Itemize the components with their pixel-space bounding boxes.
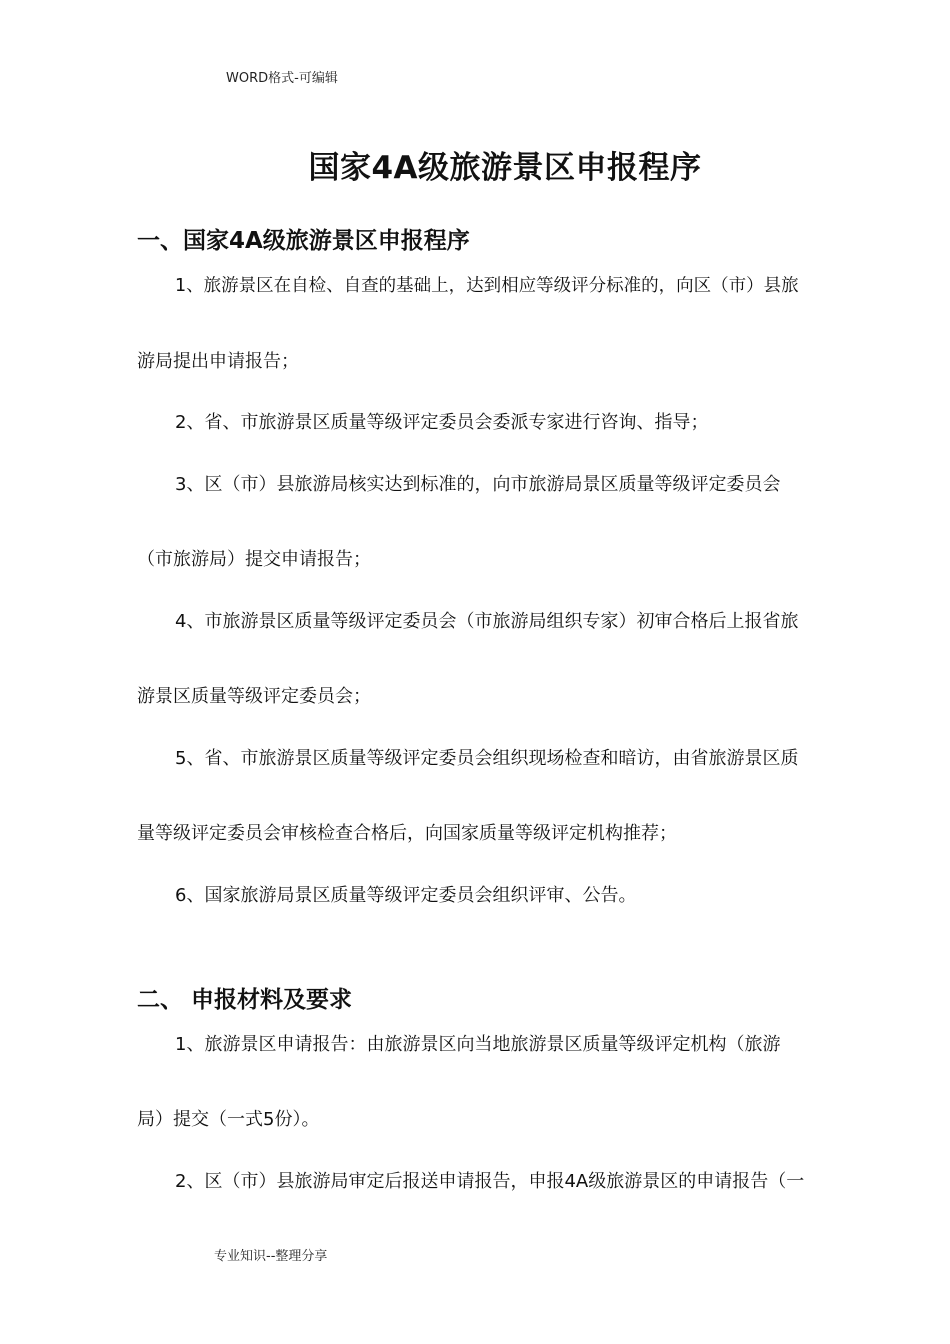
paragraph-line: 局）提交（一式5份）。: [137, 1109, 320, 1130]
section-heading-1: 一、国家4A级旅游景区申报程序: [137, 228, 470, 254]
paragraph-line: 2、省、市旅游景区质量等级评定委员会委派专家进行咨询、指导；: [175, 412, 709, 433]
paragraph-line: （市旅游局）提交申请报告；: [137, 549, 371, 570]
paragraph-line: 游景区质量等级评定委员会；: [137, 686, 371, 707]
paragraph-line: 1、旅游景区在自检、自查的基础上，达到相应等级评分标准的，向区（市）县旅: [175, 276, 799, 296]
paragraph-line: 游局提出申请报告；: [137, 351, 299, 372]
document-title: 国家4A级旅游景区申报程序: [308, 150, 702, 186]
paragraph-line: 1、旅游景区申请报告：由旅游景区向当地旅游景区质量等级评定机构（旅游: [175, 1034, 781, 1055]
paragraph-line: 2、区（市）县旅游局审定后报送申请报告，申报4A级旅游景区的申请报告（一: [175, 1171, 805, 1192]
paragraph-line: 6、国家旅游局景区质量等级评定委员会组织评审、公告。: [175, 885, 637, 906]
footer-note: 专业知识--整理分享: [214, 1249, 328, 1264]
section-heading-2: 二、 申报材料及要求: [137, 987, 353, 1013]
paragraph-line: 5、省、市旅游景区质量等级评定委员会组织现场检查和暗访，由省旅游景区质: [175, 748, 799, 769]
paragraph-line: 3、区（市）县旅游局核实达到标准的，向市旅游局景区质量等级评定委员会: [175, 474, 781, 495]
paragraph-line: 4、市旅游景区质量等级评定委员会（市旅游局组织专家）初审合格后上报省旅: [175, 611, 799, 632]
paragraph-line: 量等级评定委员会审核检查合格后，向国家质量等级评定机构推荐；: [137, 823, 677, 844]
header-note: WORD格式-可编辑: [226, 71, 338, 86]
